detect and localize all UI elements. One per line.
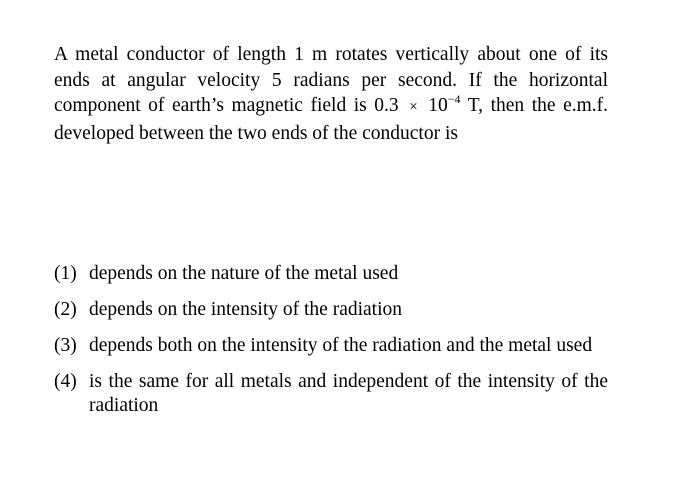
option-number: (1) [54,263,77,284]
multiply-sign: × [409,99,418,115]
option-number: (3) [54,335,77,356]
option-text: depends on the intensity of the radiation [89,299,403,320]
question-part-2: T, then the e.m.f. developed between the two ends of the conductor is [54,95,609,144]
option-2 [54,298,608,322]
answer-options [54,262,608,430]
option-text: depends both on the intensity of the radiation and the metal used [89,335,593,356]
question-part-1: A metal conductor of length 1 m rotates vertically about one of its ends at angular velocity 5 radians per second. If the horizontal component of earth’s magnetic field is 0.3 [54,44,608,116]
option-4 [54,370,608,418]
option-number: (4) [54,371,77,392]
option-text: depends on the nature of the metal used [89,263,399,284]
option-number: (2) [54,299,77,320]
option-text: is the same for all metals and independent of the intensity of the radiation [89,371,608,416]
power-base: 10 [428,95,448,116]
option-3 [54,334,608,358]
option-1 [54,262,608,286]
power-exponent: −4 [447,92,461,106]
question-text [54,42,608,146]
